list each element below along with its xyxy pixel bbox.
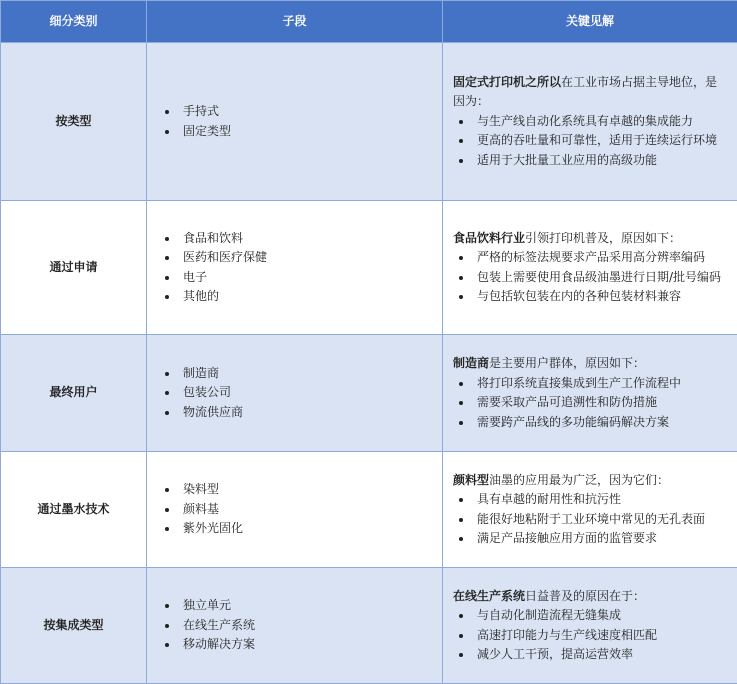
header-row	[1, 1, 737, 43]
list-item: • 独立单元	[179, 596, 442, 616]
table-row	[1, 452, 737, 568]
subsegment-cell	[147, 335, 443, 452]
list-item: • 固定类型	[179, 122, 442, 142]
insight-list	[453, 374, 727, 433]
category-cell: 按类型	[1, 43, 147, 201]
list-item: • 更高的吞吐量和可靠性，适用于连续运行环境	[473, 131, 727, 151]
list-item: • 与生产线自动化系统具有卓越的集成能力	[473, 112, 727, 132]
list-item: • 能很好地粘附于工业环境中常见的无孔表面	[473, 510, 727, 530]
category-cell: 按集成类型	[1, 568, 147, 684]
insight-lead	[453, 587, 727, 607]
list-item: • 包装上需要使用食品级油墨进行日期/批号编码	[473, 268, 727, 288]
list-item: • 颜料基	[179, 500, 442, 520]
insight-lead	[453, 471, 727, 491]
insight-cell	[443, 568, 737, 684]
list-item: • 高速打印能力与生产线速度相匹配	[473, 626, 727, 646]
list-item: • 满足产品接触应用方面的监管要求	[473, 529, 727, 549]
insight-lead-bold: 食品饮料行业	[453, 231, 525, 245]
list-item: • 需要采取产品可追溯性和防伪措施	[473, 393, 727, 413]
list-item: • 电子	[179, 268, 442, 288]
insight-lead-text: 日益普及的原因在于：	[525, 589, 645, 603]
insight-cell	[443, 43, 737, 201]
insight-cell	[443, 201, 737, 335]
insight-lead-bold: 制造商	[453, 356, 489, 370]
subsegment-list	[159, 480, 442, 539]
insight-list	[453, 112, 727, 171]
list-item: • 制造商	[179, 364, 442, 384]
list-item: • 在线生产系统	[179, 616, 442, 636]
list-item: • 移动解决方案	[179, 635, 442, 655]
subsegment-list	[159, 102, 442, 141]
insight-lead-text: 引领打印机普及，原因如下：	[525, 231, 681, 245]
header-insight: 关键见解	[443, 1, 737, 43]
header-subsegment: 子段	[147, 1, 443, 43]
insight-lead-bold: 颜料型	[453, 473, 489, 487]
table-row	[1, 201, 737, 335]
list-item: • 具有卓越的耐用性和抗污性	[473, 490, 727, 510]
insight-list	[453, 248, 727, 307]
insight-lead	[453, 229, 727, 249]
table-row	[1, 568, 737, 684]
subsegment-list	[159, 229, 442, 307]
list-item: • 染料型	[179, 480, 442, 500]
list-item: • 减少人工干预，提高运营效率	[473, 645, 727, 665]
header-category: 细分类别	[1, 1, 147, 43]
insight-lead	[453, 73, 727, 112]
list-item: • 医药和医疗保健	[179, 248, 442, 268]
insight-lead-bold: 固定式打印机之所以	[453, 75, 561, 89]
table-row	[1, 43, 737, 201]
list-item: • 与包括软包装在内的各种包装材料兼容	[473, 287, 727, 307]
list-item: • 与自动化制造流程无缝集成	[473, 606, 727, 626]
list-item: • 其他的	[179, 287, 442, 307]
subsegment-cell	[147, 201, 443, 335]
subsegment-cell	[147, 568, 443, 684]
category-cell: 最终用户	[1, 335, 147, 452]
insight-lead-bold: 在线生产系统	[453, 589, 525, 603]
list-item: • 将打印系统直接集成到生产工作流程中	[473, 374, 727, 394]
category-cell: 通过墨水技术	[1, 452, 147, 568]
subsegment-cell	[147, 452, 443, 568]
insight-lead-text: 油墨的应用最为广泛，因为它们：	[489, 473, 669, 487]
table-row	[1, 335, 737, 452]
insight-lead-text: 是主要用户群体，原因如下：	[489, 356, 645, 370]
list-item: • 适用于大批量工业应用的高级功能	[473, 151, 727, 171]
subsegment-list	[159, 364, 442, 423]
insight-list	[453, 606, 727, 665]
insight-lead-text: 在工业市场占据主导地位，是因为：	[453, 75, 717, 109]
list-item: • 需要跨产品线的多功能编码解决方案	[473, 413, 727, 433]
list-item: • 物流供应商	[179, 403, 442, 423]
insight-list	[453, 490, 727, 549]
insight-cell	[443, 452, 737, 568]
list-item: • 食品和饮料	[179, 229, 442, 249]
category-cell: 通过申请	[1, 201, 147, 335]
list-item: • 严格的标签法规要求产品采用高分辨率编码	[473, 248, 727, 268]
list-item: • 包装公司	[179, 383, 442, 403]
subsegment-cell	[147, 43, 443, 201]
insight-cell	[443, 335, 737, 452]
list-item: • 手持式	[179, 102, 442, 122]
list-item: • 紫外光固化	[179, 519, 442, 539]
insight-lead	[453, 354, 727, 374]
subsegment-list	[159, 596, 442, 655]
